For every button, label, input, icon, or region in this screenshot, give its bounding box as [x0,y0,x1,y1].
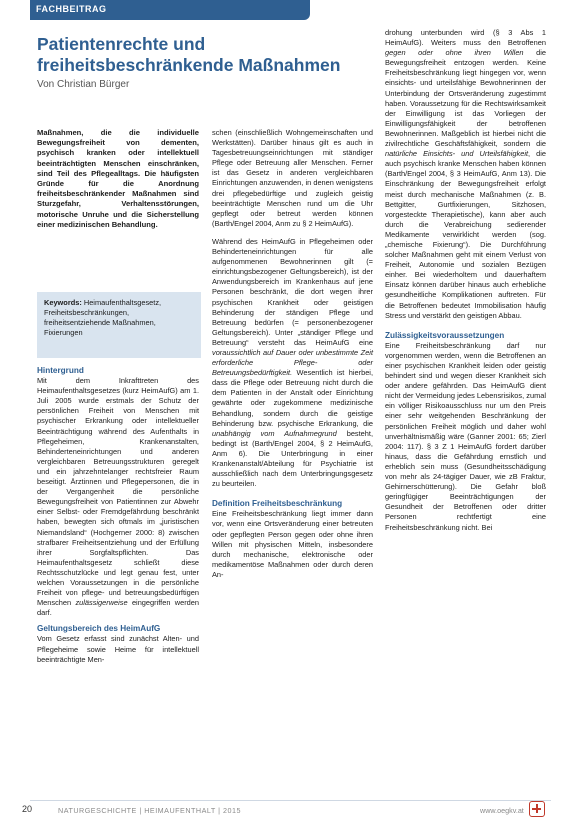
column-2 [212,128,373,580]
footer-divider [30,800,551,801]
paragraph-einwilligung [385,28,546,321]
paragraph-text: Mit dem Inkrafttreten des Heimaufenthaltsgesetzes (kurz HeimAufG) am 1. Juli 2005 wurde erstmals der Schutz der persönlichen Freiheit von Menschen mit psychischer Erkrankung oder intellektueller Beeinträchtigung während des Aufenthalts in Pflegeheimen, Krankenanstalten, Behinderteneinrichtungen und anderen vergleichbaren Betreuungsstrukturen geregelt und ein jahrzehntelanger rechtsfreier Raum beseitigt. Ärztinnen und Pflegepersonen, die in der Vergangenheit die persönliche Bewegungsfreiheit von Patientinnen zur Abwehr einer Selbst- oder Fremdgefährdung beschränkt haben, bewegten sich oftmals im „juristischen Niemandsland“ (Hochgerner 2000: 8) zwischen strafbarer Freiheitsentziehung und der Erfüllung ihrer Sorgfaltspflichten. Das Heimaufenthaltsgesetz schließt diese Rechtsschutzlücke und legt genau fest, unter welchen Voraussetzungen in die persönliche Freiheit von pflege- und betreuungsbedürftigen Menschen [37,376,199,608]
keywords-text: Heimaufenthaltsgesetz, Freiheitsbeschränkungen, freiheitsentziehende Maßnahmen, Fixierungen [44,298,162,338]
column-1-body [37,366,199,665]
heading-definition: Definition Freiheitsbeschränkung [212,499,343,509]
heading-geltungsbereich: Geltungsbereich des HeimAufG [37,624,161,634]
website-link[interactable]: www.oegkv.at [480,806,524,815]
paragraph-text: drohung unterbunden wird (§ 3 Abs 1 HeimAufG). Weiters muss den Betroffenen [385,28,546,48]
article-title: Patientenrechte und freiheitsbeschränkende Maßnahmen [37,34,341,75]
paragraph-text: , die auch psychisch kranke Menschen haben können (Barth/Engel 2004, § 3 HeimAufG, Anm 13). Die Einschränkung der Bewegungsfreiheit erfolgt meist durch mechanische Maßnahmen (z. B. Bettgitter, Gurtfixierungen, Sitzhosen, vorgesteckte Therapietische), kann aber auch durch die Verabreichung sedierender Medikamente verwirklicht werden (sog. „chemische Fixierung“). Die Durchführung solcher Maßnahmen geht mit einem Verlust von Freiheit, Autonomie und sozialen Bezügen einher. Bei wiederholtem und dauerhaftem Einsatz können darüber hinaus auch erhebliche gesundheitliche Komplikationen auftreten. Für die Betroffenen bedeutet Immobilisation häufig Stress und verstärkt den geistigen Abbau. [385,149,546,320]
paragraph-text: Während des HeimAufG in Pflegeheimen oder Behinderteneinrichtungen für alle aufgenommenen Bewohnerinnen gilt (= einrichtungsbezogener Geltungsbereich), ist der Anwendungsbereich im Krankenhaus auf jene Personen beschränkt, die dort wegen ihrer psychischen Krankheit oder geistigen Behinderung der ständigen Pflege und Betreuung bedürfen (= personenbezogener Geltungsbereich). Unter „ständiger Pflege und Betreuung“ versteht das HeimAufG eine [212,236,373,347]
section-header-band [30,0,310,20]
heading-hintergrund: Hintergrund [37,366,84,375]
emphasis-text: voraussichtlich auf Dauer oder unbestimmte Zeit erforderliche Pflege- oder Betreuungsbedürftigkeit. [212,347,373,378]
article-author: Von Christian Bürger [37,79,130,90]
paragraph-geltungsbereich: Vom Gesetz erfasst sind zunächst Alten- und Pflegeheime sowie Heime für intellektuell beeinträchtigte Men- [37,634,199,664]
heading-zulaessigkeit: Zulässigkeitsvoraussetzungen [385,330,505,340]
column-1-top [37,128,199,230]
paragraph-hintergrund [37,376,199,618]
column-3 [385,28,546,533]
paragraph-anwendungsbereich [212,237,373,489]
lead-paragraph: Maßnahmen, die die individuelle Bewegungsfreiheit von dementen, psychisch kranken oder intellektuell beeinträchtigten Menschen einschränken, sind Teil des Pflegealltags. Die häufigsten Gründe für die Anordnung freiheitsbeschränkender Maßnahmen sind Sturzgefahr, Verhaltensstörungen, motorische Unruhe und die Sicherstellung einer medizinischen Behandlung. [37,128,199,229]
emphasis-text: unabhängig vom Aufnahmegrund [212,428,337,438]
paragraph-zulaessigkeit: Eine Freiheitsbeschränkung darf nur vorgenommen werden, wenn die Betroffenen an einer psychischen Krankheit leiden oder geistig behindert sind und wegen dieser Krankheit sich oder andere gefährden. Das HeimAufG dient nicht der Vermeidung jedes Lebensrisikos, zumal ein völliger Risikoausschluss nur um den Preis einer sehr weitgehenden Beschränkung der persönlichen Freiheit möglich und daher wohl unverhältnismäßig wäre (Ganner 2001: 65; Zierl 2004: 117). § 3 Z 1 HeimAufG fordert darüber hinaus, dass die Gefährdung ernstlich und erheblich sein muss (Gesundheitsschädigung von mehr als 24-tägiger Dauer, wie zB Fraktur, Gehirnerschütterung). Die Gefahr bloß geringfügiger Beeinträchtigungen der Gesundheit der Betroffenen oder dritter Personen rechtfertigt eine Freiheitsbeschränkung nicht. Bei [385,340,546,532]
emphasis-text: gegen oder ohne ihren Willen [385,48,524,58]
journal-name: NATURGESCHICHTE | HEIMAUFENTHALT | 2015 [58,806,241,815]
cross-logo-icon [529,801,545,817]
emphasis-text: zulässigerweise [75,598,128,608]
paragraph-text: Wesentlich ist hierbei, dass die Pflege oder Betreuung nicht durch die dem Patienten in der Anstalt oder Einrichtung gewährte oder zugekommene medizinische Behandlung, sondern durch die geistige Behinderung bzw. psychische Erkrankung, die [212,368,374,428]
paragraph-text: die Bewegungsfreiheit entzogen werden. Keine Freiheitsbeschränkung liegt hingegen vor, wenn einsichts- und urteilsfähige Bewohnerinnen der Unterbindung der Ortsveränderung zugestimmt haben. Voraussetzung für die Rechtswirksamkeit der Einwilligung ist das Vorliegen der Einwilligungsfähigkeit der betroffenen Bewohnerinnen. Maßgeblich ist hierbei nicht die zivilrechtliche Geschäftsfähigkeit, sondern die [385,48,546,149]
keywords-label: Keywords: [44,298,82,307]
paragraph-text: eingegriffen werden darf. [37,598,199,618]
page-number: 20 [22,804,33,814]
keywords-box [37,292,201,358]
paragraph-text: besteht, bedingt ist (Barth/Engel 2004, § 2 HeimAufG, Anm 6). Die Unterbringung in einer Krankenanstalt/Abteilung für Psychiatrie ist ausschließlich nach dem Unterbringungsgesetz zu beurteilen. [212,428,373,489]
section-label: FACHBEITRAG [36,4,107,14]
emphasis-text: natürliche Einsichts- und Urteilsfähigkeit [385,149,529,159]
paragraph-definition: Eine Freiheitsbeschränkung liegt immer dann vor, wenn eine Ortsveränderung einer betreuten oder gepflegten Person gegen oder ohne ihren Willen mit physischen Mitteln, insbesondere durch mechanische, elektronische oder medikamentöse Maßnahmen oder durch deren An- [212,509,373,579]
paragraph-einrichtungen: schen (einschließlich Wohngemeinschaften und Werkstätten). Darüber hinaus gilt es auch in Tagesbetreuungseinrichtungen mit ständiger Pflege oder Betreuung aller Menschen. Ferner ist das Gesetz in anderen vergleichbaren Einrichtungen anzuwenden, in denen wenigstens drei pflegebedürftige und zugleich geistig beeinträchtigte Menschen rund um die Uhr gepflegt oder betreut werden können (Barth/Engel 2004, Anm zu § 2 HeimAufG). [212,128,373,228]
